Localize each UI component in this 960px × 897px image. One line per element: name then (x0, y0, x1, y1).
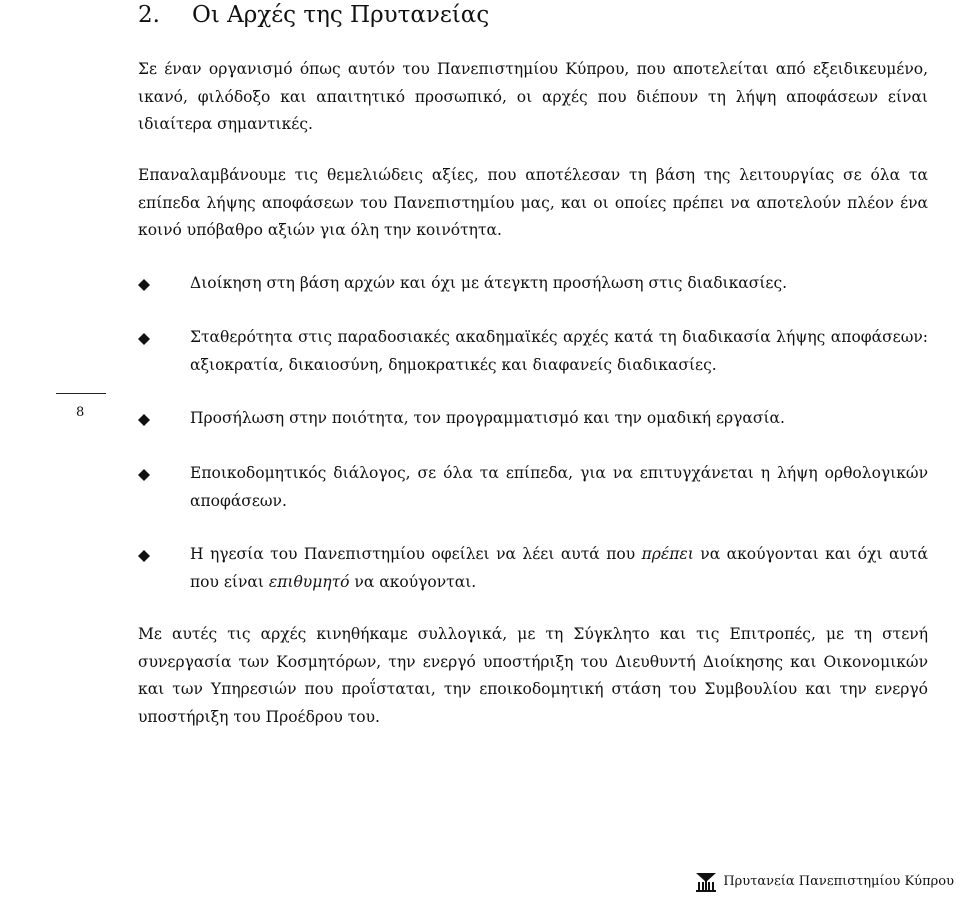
values-paragraph: Επαναλαμβάνουμε τις θεμελιώδεις αξίες, που αποτέλεσαν τη βάση της λειτουργίας σε όλα τα επίπεδα λήψης αποφάσεων του Πανεπιστημίου μας, και οι οποίες πρέπει να αποτελούν πλέον ένα κοινό υπόβαθρο αξιών για όλη την κοινότητα. (138, 166, 928, 239)
section-number: 2. (138, 2, 160, 28)
diamond-bullet-icon (138, 414, 150, 426)
diamond-bullet-icon (138, 279, 150, 291)
principle-item (138, 270, 928, 298)
closing-paragraph: Με αυτές τις αρχές κινηθήκαμε συλλογικά, με τη Σύγκλητο και τις Επιτροπές, με τη στενή συνεργασία των Κοσμητόρων, την ενεργό υποστήριξη του Διευθυντή Διοίκησης και Οικονομικών και των Υπηρεσιών που προΐσταται, την εποικοδομητική στάση του Συμβουλίου και την ενεργό υποστήριξη του Προέδρου του. (138, 625, 928, 726)
university-emblem-icon (695, 870, 717, 892)
principle-text-part: να ακούγονται και όχι αυτά που είναι (190, 545, 928, 591)
page-footer (695, 870, 954, 892)
principle-text (190, 541, 928, 596)
principle-item (138, 324, 928, 379)
section-title: Οι Αρχές της Πρυτανείας (192, 2, 490, 28)
principle-text: Προσήλωση στην ποιότητα, τον προγραμματισμό και την ομαδική εργασία. (190, 409, 785, 427)
intro-paragraph: Σε έναν οργανισμό όπως αυτόν του Πανεπιστημίου Κύπρου, που αποτελείται από εξειδικευμένο, ικανό, φιλόδοξο και απαιτητικό προσωπικό, οι αρχές που διέπουν τη λήψη αποφάσεων είναι ιδιαίτερα σημαντικές. (138, 60, 928, 133)
principle-emphasis: επιθυμητό (268, 572, 350, 591)
diamond-bullet-icon (138, 550, 150, 562)
diamond-bullet-icon (138, 469, 150, 481)
principle-text: Διοίκηση στη βάση αρχών και όχι με άτεγκτη προσήλωση στις διαδικασίες. (190, 274, 788, 292)
principle-text: Σταθερότητα στις παραδοσιακές ακαδημαϊκές αρχές κατά τη διαδικασία λήψης αποφάσεων: αξιοκρατία, δικαιοσύνη, δημοκρατικές και διαφανείς διαδικασίες. (190, 328, 928, 374)
footer-text: Πρυτανεία Πανεπιστημίου Κύπρου (723, 873, 954, 889)
principle-text: Εποικοδομητικός διάλογος, σε όλα τα επίπεδα, για να επιτυγχάνεται η λήψη ορθολογικών αποφάσεων. (190, 464, 928, 510)
page-number: 8 (76, 405, 85, 420)
margin-divider (56, 393, 106, 394)
principle-text-part: να ακούγονται. (349, 572, 477, 591)
principle-emphasis: πρέπει (641, 545, 694, 563)
principle-text-part: Η ηγεσία του Πανεπιστημίου οφείλει να λέει αυτά που (190, 545, 642, 563)
principle-item (138, 405, 928, 433)
diamond-bullet-icon (138, 333, 150, 345)
principle-item (138, 460, 928, 515)
section-heading (138, 0, 928, 30)
principle-item (138, 541, 928, 596)
